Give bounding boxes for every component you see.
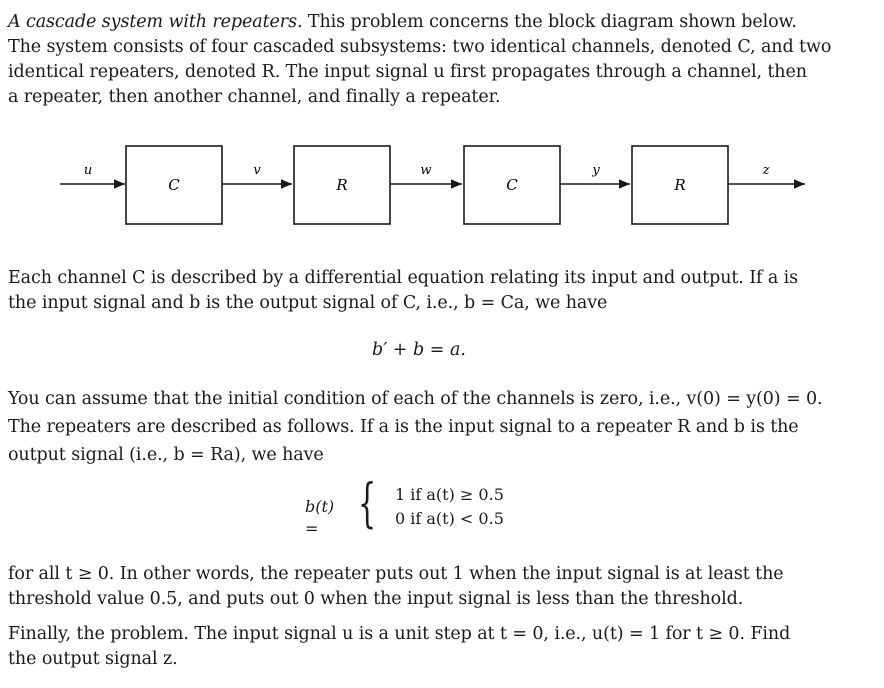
brace-symbol: { — [358, 474, 377, 534]
repeater-paragraph — [8, 385, 854, 469]
block-diagram — [60, 138, 820, 238]
block-label-r1: R — [336, 176, 348, 194]
problem-title: A cascade system with repeaters. — [8, 12, 303, 32]
explain-line-2: threshold value 0.5, and puts out 0 when the input signal is less than the threshold. — [8, 589, 744, 609]
channel-paragraph — [8, 266, 854, 316]
channel-line-2: the input signal and b is the output signal of C, i.e., b = Ca, we have — [8, 293, 608, 313]
explanation-paragraph — [8, 562, 854, 612]
channel-equation: b′ + b = a. — [372, 340, 466, 360]
explain-line-1: for all t ≥ 0. In other words, the repeater puts out 1 when the input signal is at least the — [8, 564, 784, 584]
block-label-r2: R — [674, 176, 686, 194]
intro-line-4: a repeater, then another channel, and finally a repeater. — [8, 87, 501, 107]
signal-label-v: v — [253, 163, 261, 178]
intro-line-1: This problem concerns the block diagram shown below. — [307, 12, 797, 32]
intro-line-2: The system consists of four cascaded subsystems: two identical channels, denoted C, and two — [8, 37, 832, 57]
channel-line-1: Each channel C is described by a differential equation relating its input and output. If a is — [8, 268, 799, 288]
intro-paragraph — [8, 10, 854, 110]
signal-label-z: z — [762, 163, 770, 178]
initial-line-2: The repeaters are described as follows. If a is the input signal to a repeater R and b is the — [8, 417, 799, 437]
question-paragraph — [8, 622, 854, 672]
piecewise-case-2: 0 if a(t) < 0.5 — [395, 509, 504, 528]
intro-line-3: identical repeaters, denoted R. The input signal u first propagates through a channel, then — [8, 62, 807, 82]
block-label-c2: C — [506, 176, 518, 194]
piecewise-case-1: 1 if a(t) ≥ 0.5 — [395, 485, 504, 504]
signal-label-u: u — [83, 163, 93, 178]
block-label-c1: C — [168, 176, 180, 194]
final-line-2: the output signal z. — [8, 649, 178, 669]
piecewise-lhs: b(t) = — [305, 497, 335, 538]
initial-line-3: output signal (i.e., b = Ra), we have — [8, 445, 324, 465]
signal-label-y: y — [592, 163, 600, 178]
signal-label-w: w — [420, 163, 432, 178]
initial-line-1: You can assume that the initial condition of each of the channels is zero, i.e., v(0) = y(0) = 0. — [8, 389, 823, 409]
final-line-1: Finally, the problem. The input signal u is a unit step at t = 0, i.e., u(t) = 1 for t ≥ 0. Find — [8, 624, 791, 644]
